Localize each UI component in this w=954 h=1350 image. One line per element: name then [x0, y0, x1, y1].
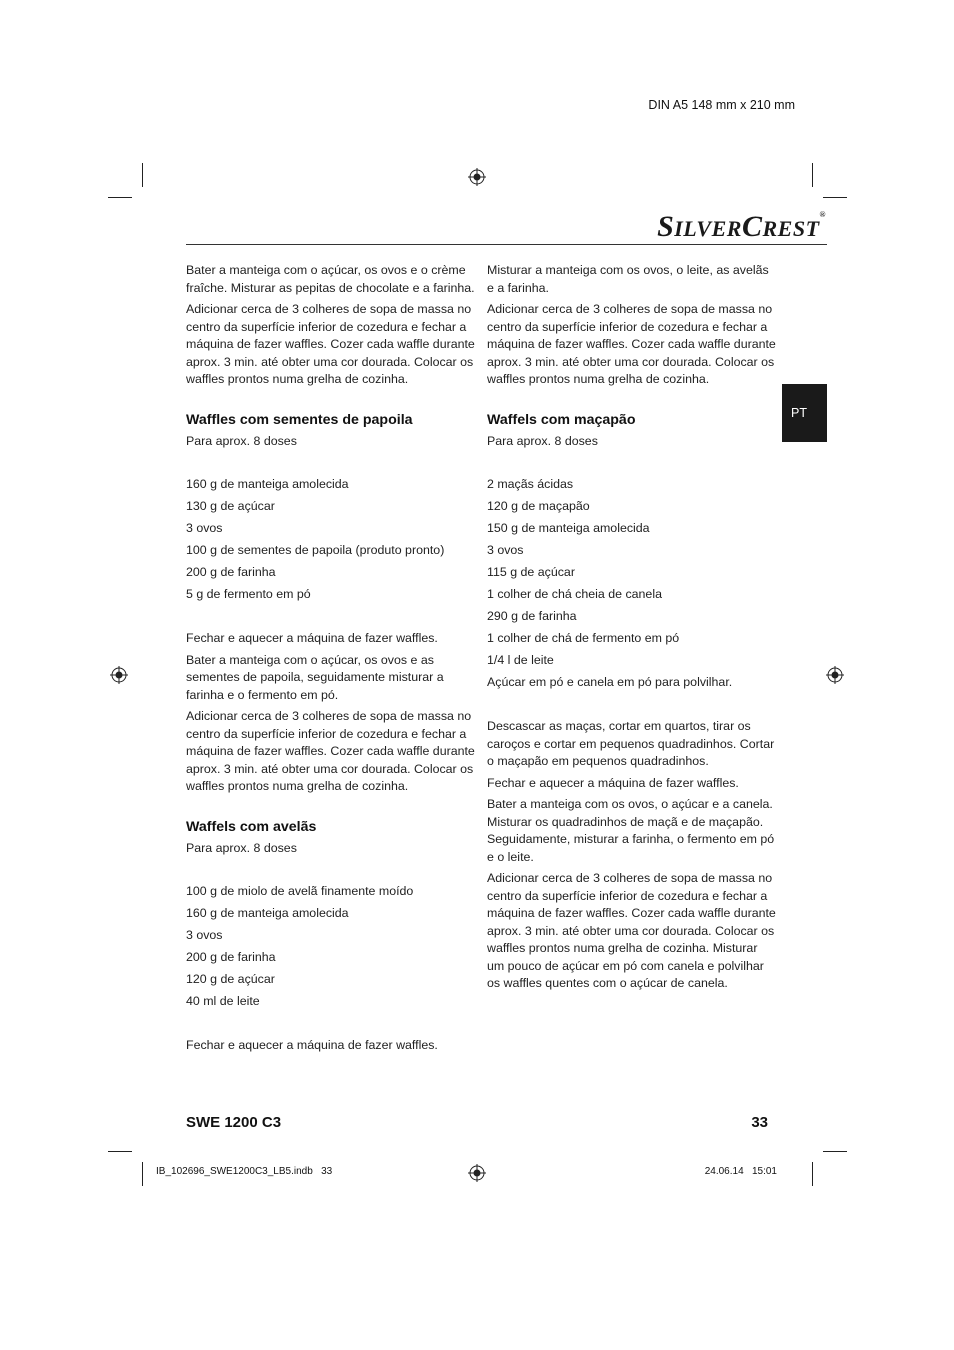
ingredient-item: 1/4 l de leite [487, 653, 554, 667]
ingredient-item: Açúcar em pó e canela em pó para polvilhar. [487, 675, 733, 689]
ingredient-item: 40 ml de leite [186, 994, 260, 1008]
recipe-title: Waffles com sementes de papoila [186, 411, 413, 428]
registration-mark-icon [826, 666, 844, 684]
registration-mark-icon [110, 666, 128, 684]
crop-mark [823, 1151, 847, 1152]
recipe-servings: Para aprox. 8 doses [186, 433, 297, 448]
recipe-step: Bater a manteiga com os ovos, o açúcar e a canela. Misturar os quadradinhos de maçã e de maçapão. Seguidamente, misturar a farinha, o fermento em pó e o leite. [487, 797, 775, 864]
ingredient-item: 100 g de miolo de avelã finamente moído [186, 884, 414, 898]
recipe-step: Fechar e aquecer a máquina de fazer waffles. [186, 631, 438, 645]
header-rule [186, 244, 827, 245]
ingredient-item: 130 g de açúcar [186, 499, 275, 513]
ingredient-item: 115 g de açúcar [487, 565, 575, 579]
ingredient-item: 200 g de farinha [186, 565, 276, 579]
crop-mark [108, 1151, 132, 1152]
ingredient-item: 5 g de fermento em pó [186, 587, 311, 601]
silvercrest-logo: SILVERCREST® [657, 210, 826, 243]
recipe-step: Fechar e aquecer a máquina de fazer waffles. [186, 1038, 438, 1052]
ingredient-item: 100 g de sementes de papoila (produto pronto) [186, 543, 445, 557]
language-tab-label: PT [791, 406, 807, 420]
paragraph: Adicionar cerca de 3 colheres de sopa de massa no centro da superfície inferior de cozedura e fechar a máquina de fazer waffles. Cozer cada waffle durante aprox. 3 min. até obter uma cor dourada. Colocar os waffles prontos numa grelha de cozinha. [186, 302, 475, 386]
ingredient-item: 160 g de manteiga amolecida [186, 477, 349, 491]
ingredient-item: 2 maçãs ácidas [487, 477, 574, 491]
page-number: 33 [751, 1114, 768, 1131]
crop-mark [812, 1162, 813, 1186]
ingredient-item: 3 ovos [186, 928, 223, 942]
ingredient-item: 200 g de farinha [186, 950, 276, 964]
recipe-step: Adicionar cerca de 3 colheres de sopa de massa no centro da superfície inferior de cozedura e fechar a máquina de fazer waffles. Cozer cada waffle durante aprox. 3 min. até obter uma cor dourada. Colocar os waffles prontos numa grelha de cozinha. Misturar um pouco de açúcar em pó com canela e polvilhar os waffles quentes com o açúcar de canela. [487, 871, 776, 990]
language-tab [782, 384, 827, 442]
ingredient-item: 120 g de maçapão [487, 499, 590, 513]
registration-mark-icon [468, 1164, 486, 1182]
right-column [487, 262, 777, 997]
crop-mark [142, 1162, 143, 1186]
recipe-title: Waffels com maçapão [487, 411, 636, 428]
ingredient-item: 290 g de farinha [487, 609, 577, 623]
crop-mark [142, 163, 143, 187]
ingredient-item: 160 g de manteiga amolecida [186, 906, 349, 920]
print-slug-file: IB_102696_SWE1200C3_LB5.indb 33 [156, 1166, 333, 1177]
paragraph: Bater a manteiga com o açúcar, os ovos e o crème fraîche. Misturar as pepitas de chocolate e a farinha. [186, 263, 475, 295]
footer-model-number: SWE 1200 C3 [186, 1114, 282, 1131]
recipe-step: Fechar e aquecer a máquina de fazer waffles. [487, 775, 739, 790]
ingredient-item: 3 ovos [487, 543, 524, 557]
registration-mark-icon [468, 168, 486, 186]
left-column [186, 262, 476, 1059]
crop-mark [823, 197, 847, 198]
ingredient-item: 3 ovos [186, 521, 223, 535]
ingredient-item: 1 colher de chá de fermento em pó [487, 631, 680, 645]
paragraph: Misturar a manteiga com os ovos, o leite, as avelãs e a farinha. [487, 263, 769, 295]
recipe-servings: Para aprox. 8 doses [186, 840, 297, 855]
recipe-step: Adicionar cerca de 3 colheres de sopa de massa no centro da superfície inferior de cozedura e fechar a máquina de fazer waffles. Cozer cada waffle durante aprox. 3 min. até obter uma cor dourada. Colocar os waffles prontos numa grelha de cozinha. [186, 709, 475, 793]
ingredient-item: 120 g de açúcar [186, 972, 275, 986]
print-slug-date: 24.06.14 15:01 [704, 1166, 777, 1177]
recipe-step: Bater a manteiga com o açúcar, os ovos e as sementes de papoila, seguidamente misturar a farinha e o fermento em pó. [186, 652, 444, 702]
ingredient-item: 150 g de manteiga amolecida [487, 521, 650, 535]
ingredient-item: 1 colher de chá cheia de canela [487, 587, 662, 601]
recipe-servings: Para aprox. 8 doses [487, 433, 598, 448]
din-format-label: DIN A5 148 mm x 210 mm [648, 98, 795, 112]
crop-mark [108, 197, 132, 198]
recipe-title: Waffels com avelãs [186, 818, 317, 835]
recipe-step: Descascar as maças, cortar em quartos, tirar os caroços e cortar em pequenos quadradinhos. Cortar o maçapão em pequenos quadradinhos. [487, 719, 775, 768]
crop-mark [812, 163, 813, 187]
paragraph: Adicionar cerca de 3 colheres de sopa de massa no centro da superfície inferior de cozedura e fechar a máquina de fazer waffles. Cozer cada waffle durante aprox. 3 min. até obter uma cor dourada. Colocar os waffles prontos numa grelha de cozinha. [487, 302, 776, 386]
